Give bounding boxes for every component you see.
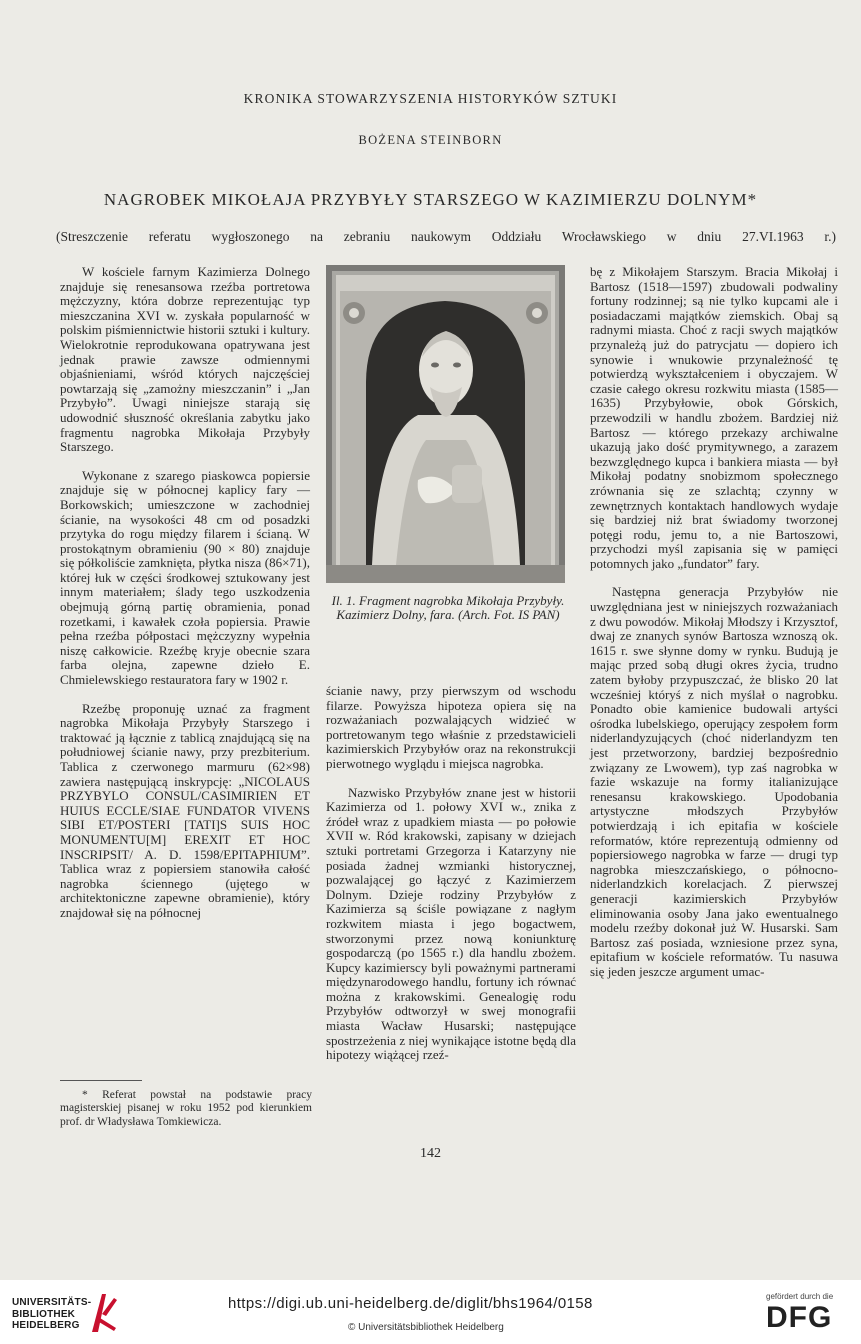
column-1 (60, 265, 310, 921)
footnote-text: * Referat powstał na podstawie pracy magisterskiej pisanej w roku 1952 pod kierunkiem prof. dr Władysława Tomkiewicza. (60, 1089, 312, 1128)
page-number: 142 (420, 1146, 441, 1161)
paragraph: ścianie nawy, przy pierwszym od wschodu filarze. Powyższa hipoteza opiera się na rozważaniach pozwalających widzieć w portretowanym tego właśnie z przedstawicieli kazimierskich Przybyłów oraz na rekonstrukcji pierwotnego wyglądu i miejsca nagrobka. (326, 683, 576, 771)
tomb-bust-photo (326, 265, 565, 583)
article-title: NAGROBEK MIKOŁAJA PRZYBYŁY STARSZEGO W KAZIMIERZU DOLNYM* (103, 190, 758, 209)
column-3 (590, 265, 838, 980)
dfg-logo: DFG (766, 1301, 833, 1334)
paragraph: Wykonane z szarego piaskowca popiersie znajduje się w północnej kaplicy fary — Borkowskich; umieszczone w zachodniej ścianie, na wysokości 48 cm od posadzki przytyka do rogu między filarem i ścianą. W prostokątnym obramieniu (90 × 80) znajduje się półkoliście zamknięta, płytka nisza (86×71), której łuk w części środkowej sztukowany jest innym materiałem; ślady tego uszkodzenia obejmują górną partię obramienia, ponad rozetkami, i kawałek czoła popiersia. Prawie pełna rzeźba półpostaci mężczyzny wypełnia niszę całkowicie. Rzeźbę kryje obecnie szara farba olejna, zapewne dzieło E. Chmielewskiego restauratora fary w 1902 r. (60, 467, 310, 688)
footnote-rule (60, 1080, 142, 1081)
journal-header: KRONIKA STOWARZYSZENIA HISTORYKÓW SZTUKI (243, 91, 618, 106)
paragraph: Rzeźbę proponuję uznać za fragment nagrobka Mikołaja Przybyły Starszego i traktować ją łącznie z tablicą znajdującą się na południowej ścianie nawy, przy prezbiterium. Tablica z czerwonego marmuru (62×98) zawiera następującą inskrypcję: „NICOLAUS PRZYBYLO CONSUL/CASIMIRIEN ET HUIUS ECCLE/SIAE FUNDATOR VIVENS SIBI ET/POSTERI [TATI]S SUIS HOC MONUMENTU[M] EREXIT ET HOC INSCRIPSIT/ A. D. 1598/EPITAPHIUM”. Tablica wraz z popiersiem stanowiła całość nagrobka ściennego (ujętego w architektoniczne zapewne obramienie), który znajdował się na północnej (60, 700, 310, 920)
dfg-tagline: gefördert durch die (766, 1292, 834, 1301)
article-summary: (Streszczenie referatu wygłoszonego na zebraniu naukowym Oddziału Wrocławskiego w dniu 27.VI.1963 r.) (56, 229, 836, 244)
figure-caption: Il. 1. Fragment nagrobka Mikołaja Przybyły. Kazimierz Dolny, fara. (Arch. Fot. IS PAN) (331, 593, 565, 623)
footer-bar (0, 1280, 861, 1344)
figure-photo (326, 265, 565, 583)
library-name-line: HEIDELBERG (12, 1320, 80, 1331)
permalink-url[interactable]: https://digi.ub.uni-heidelberg.de/diglit/bhs1964/0158 (228, 1295, 593, 1312)
library-logo-icon (86, 1288, 120, 1336)
footnote (60, 1080, 312, 1129)
library-name-line: UNIVERSITÄTS- (12, 1297, 92, 1308)
copyright-notice: © Universitätsbibliothek Heidelberg (348, 1322, 504, 1333)
paragraph: bę z Mikołajem Starszym. Bracia Mikołaj i Bartosz (1518—1597) zbudowali podwaliny fortuny rodzinnej; są nie tylko kupcami ale i posiadaczami majątków ziemskich. Obaj są radnymi miasta. Choć z racji swych majątków przynależą już do patrycjatu — dopiero ich synowie i wnukowie przynależność tę potwierdzą wykształceniem i obyczajem. W czasie całego okresu rozkwitu miasta (1585—1635) Przybyłowie, obok Górskich, przewodzili w handlu zbożem. Bardziej niż Bartosz — którego przekazy archiwalne ukazują jako dość prymitywnego, a zarazem bezwzględnego kupca i bankiera miasta — był Mikołaj podatny snobizmom społecznego zrównania się ze szlachtą; czynny w zewnętrznych kontaktach handlowych wydaje się bardziej niż brat świadomy tworzonej potęgi rodu, jemu to, a nie Bartoszowi, przychodzi myśl zapisania się w pamięci potomnych jako „fundator” fary. (590, 264, 838, 571)
author-name: BOŻENA STEINBORN (358, 133, 503, 147)
paragraph: W kościele farnym Kazimierza Dolnego znajduje się renesansowa rzeźba portretowa mężczyzny, która dobrze reprezentując typ mieszczanina XVI w. zyskała popularność w polskim piśmiennictwie historii sztuki i kultury. Wielokrotnie reprodukowana opatrywana jest jednak prawie zawsze odmiennymi objaśnieniami, wśród których najczęściej powtarzają się „zamożny mieszczanin” i „Jan Przybyło”. Uwagi niniejsze starają się udowodnić słuszność określania zabytku jako fragmentu nagrobka Mikołaja Przybyły Starszego. (60, 264, 310, 455)
column-2 (326, 684, 576, 1063)
paragraph: Następna generacja Przybyłów nie uwzględniana jest w niniejszych rozważaniach z dwu powodów. Mikołaj Młodszy i Krzysztof, dwaj ze znanych synów Bartosza wznoszą ok. 1615 r. swe słynne domy w rynku. Budują je mając przed sobą długi okres życia, trudno zatem byłoby przypuszczać, że blisko 20 lat wcześniej któryś z nich myślał o nagrobku. Ponadto obie kamienice budowali artyści ośrodka lubelskiego, operujący zespołem form niderlandyzujących (choć niderlandyzm ten jest przetworzony, bardziej bezpośrednio związany ze Lwowem), typ zaś nagrobka w fazie wskazuje na formy italianizujące renesansu krakowskiego. Upodobania artystyczne młodszych Przybyłów potwierdzają i ich epitafia w kościele reformatów, które reprezentują odmienny od popiersiowego nagrobka w farze — drugi typ nagrobka mieszczańskiego, o północno-niderlandzkich korelacjach. Z pierwszej generacji kazimierskich Przybyłów eliminowania osoby Jana jako ewentualnego modelu rzeźby dokonał już W. Husarski. Sam Bartosz zaś posiada, wzniesione przez syna, epitafium w kościele reformatów. Tu nasuwa się jeden jeszcze argument umac- (590, 584, 838, 979)
library-name-line: BIBLIOTHEK (12, 1308, 76, 1320)
library-name (12, 1297, 91, 1332)
paragraph: Nazwisko Przybyłów znane jest w historii Kazimierza od 1. połowy XVI w., znika z źródeł wraz z upadkiem miasta — po połowie XVII w. Ród krakowski, zapisany w dziejach sztuki portretami Grzegorza i Katarzyny nie posiada żadnej wzmianki historycznej, pozwalającej go łączyć z Kazimierzem Dolnym. Dzieje rodziny Przybyłów z Kazimierza są ściśle powiązane z nagłym rozkwitem miasta i jego bogactwem, stworzonymi przez nową koniunkturę gospodarczą (po 1565 r.) dla handlu zbożem. Kupcy kazimierscy byli poważnymi partnerami międzynarodowego handlu, fortuny ich równać można z krakowskimi. Genealogię rodu Przybyłów odtworzył w swej monografii miasta Wacław Husarski; następujące spostrzeżenia z niej wynikające istotne będą dla hipotezy wiążącej rzeź- (326, 784, 576, 1063)
